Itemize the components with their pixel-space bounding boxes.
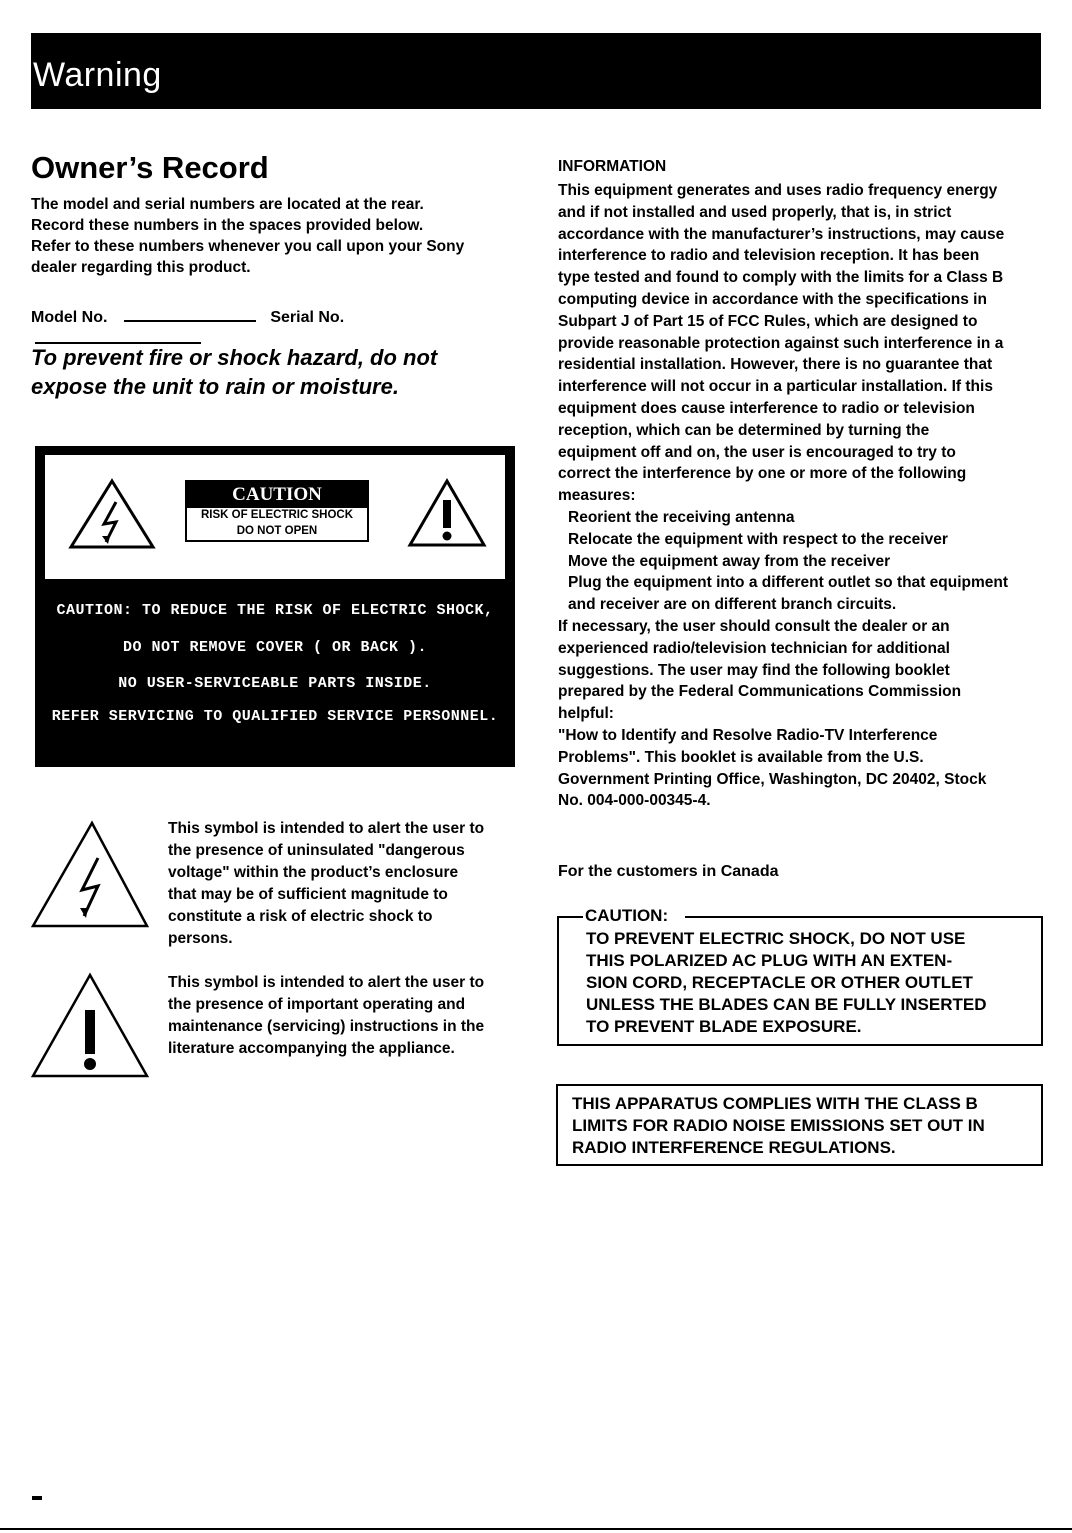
model-number-field[interactable]	[124, 306, 256, 322]
explanation-line: constitute a risk of electric shock to	[168, 908, 433, 925]
owners-record-line: Refer to these numbers whenever you call upon your Sony	[31, 238, 465, 255]
lightning-warning-icon	[30, 820, 150, 930]
explanation-line: persons.	[168, 930, 233, 947]
info-line: equipment off and on, the user is encouraged to try to	[558, 443, 956, 461]
serial-label: Serial No.	[270, 309, 345, 326]
caution-line: DO NOT REMOVE COVER ( OR BACK ).	[122, 639, 428, 656]
model-label: Model No.	[31, 309, 108, 326]
info-line: Subpart J of Part 15 of FCC Rules, which are designed to	[558, 312, 978, 330]
explanation-line: the presence of important operating and	[168, 996, 466, 1013]
info-line: interference to radio and television reception. It has been	[558, 247, 980, 265]
fire-warning-line: expose the unit to rain or moisture.	[31, 374, 399, 399]
class-b-line: LIMITS FOR RADIO NOISE EMISSIONS SET OUT IN	[572, 1116, 985, 1135]
caution-line: CAUTION: TO REDUCE THE RISK OF ELECTRIC SHOCK,	[56, 602, 494, 619]
fire-hazard-warning	[31, 343, 511, 401]
information-body	[558, 180, 1038, 812]
page-title: Warning	[33, 56, 162, 94]
explanation-line: voltage" within the product’s enclosure	[168, 864, 459, 881]
canada-box-top-rule	[685, 916, 1043, 918]
caution-line: REFER SERVICING TO QUALIFIED SERVICE PERSONNEL.	[51, 708, 499, 725]
info-line: and if not installed and used properly, that is, in strict	[558, 203, 952, 221]
explanation-line: maintenance (servicing) instructions in the	[168, 1018, 485, 1035]
info-line: computing device in accordance with the specifications in	[558, 290, 987, 308]
info-line: equipment does cause interference to radio or television	[558, 399, 975, 417]
caution-label-risk: RISK OF ELECTRIC SHOCK	[200, 509, 354, 521]
canada-caution-text	[586, 928, 1036, 1038]
info-line: helpful:	[558, 705, 614, 723]
header-bar	[31, 33, 1041, 109]
measure-item: Relocate the equipment with respect to the receiver	[568, 530, 948, 548]
measure-item: Reorient the receiving antenna	[568, 508, 795, 526]
explanation-line: This symbol is intended to alert the user to	[168, 974, 485, 991]
info-line: This equipment generates and uses radio frequency energy	[558, 182, 998, 199]
explanation-line: literature accompanying the appliance.	[168, 1040, 455, 1057]
lightning-symbol-explanation	[168, 818, 518, 950]
info-line: residential installation. However, there is no guarantee that	[558, 356, 993, 374]
owners-record-title: Owner’s Record	[31, 150, 269, 185]
page-number-mark	[32, 1496, 42, 1500]
caution-line: NO USER-SERVICEABLE PARTS INSIDE.	[118, 675, 432, 692]
measure-item: Move the equipment away from the receiver	[568, 552, 891, 570]
info-line: measures:	[558, 487, 636, 505]
canada-caution-line: THIS POLARIZED AC PLUG WITH AN EXTEN-	[586, 951, 953, 970]
information-title: INFORMATION	[558, 158, 667, 175]
bottom-rule	[0, 1528, 1072, 1530]
fire-warning-line: To prevent fire or shock hazard, do not	[31, 345, 438, 370]
exclamation-warning-icon	[407, 478, 487, 548]
info-line: suggestions. The user may find the following booklet	[558, 661, 950, 679]
explanation-line: This symbol is intended to alert the user to	[168, 820, 485, 837]
canada-title: For the customers in Canada	[558, 863, 779, 880]
caution-label-do-not-open: DO NOT OPEN	[236, 525, 318, 537]
owners-record-text	[31, 194, 511, 278]
owners-record-line: Record these numbers in the spaces provided below.	[31, 217, 424, 234]
serial-number-field[interactable]	[35, 328, 201, 344]
canada-caution-line: TO PREVENT ELECTRIC SHOCK, DO NOT USE	[586, 929, 966, 948]
exclamation-symbol-explanation	[168, 972, 518, 1060]
canada-caution-caption: CAUTION:	[585, 906, 669, 925]
canada-caution-line: TO PREVENT BLADE EXPOSURE.	[586, 1017, 862, 1036]
canada-box-top-rule	[557, 916, 583, 918]
canada-caution-line: SION CORD, RECEPTACLE OR OTHER OUTLET	[586, 973, 973, 992]
info-line: "How to Identify and Resolve Radio-TV Interference	[558, 726, 938, 744]
class-b-line: THIS APPARATUS COMPLIES WITH THE CLASS B	[572, 1094, 978, 1113]
info-line: Government Printing Office, Washington, DC 20402, Stock	[558, 770, 987, 788]
info-line: Problems". This booklet is available from the U.S.	[558, 748, 924, 766]
info-line: reception, which can be determined by turning the	[558, 421, 930, 439]
canada-caution-line: UNLESS THE BLADES CAN BE FULLY INSERTED	[586, 995, 987, 1014]
explanation-line: the presence of uninsulated "dangerous	[168, 842, 465, 859]
info-line: provide reasonable protection against such interference in a	[558, 334, 1004, 352]
info-line: accordance with the manufacturer’s instructions, may cause	[558, 225, 1005, 243]
owners-record-line: The model and serial numbers are located at the rear.	[31, 196, 424, 213]
info-line: experienced radio/television technician for additional	[558, 639, 950, 657]
measure-item: and receiver are on different branch circuits.	[568, 596, 897, 614]
explanation-line: that may be of sufficient magnitude to	[168, 886, 448, 903]
class-b-line: RADIO INTERFERENCE REGULATIONS.	[572, 1138, 896, 1157]
exclamation-warning-icon	[30, 972, 150, 1080]
info-line: No. 004-000-00345-4.	[558, 792, 711, 810]
caution-label-heading: CAUTION	[187, 482, 367, 508]
info-line: If necessary, the user should consult the dealer or an	[558, 617, 950, 635]
info-line: prepared by the Federal Communications Commission	[558, 683, 962, 701]
class-b-notice-text	[572, 1093, 1034, 1159]
info-line: correct the interference by one or more of the following	[558, 465, 967, 483]
info-line: type tested and found to comply with the limits for a Class B	[558, 269, 1004, 287]
lightning-warning-icon	[68, 478, 156, 550]
measure-item: Plug the equipment into a different outlet so that equipment	[568, 574, 1009, 592]
info-line: interference will not occur in a particular installation. If this	[558, 378, 993, 396]
owners-record-line: dealer regarding this product.	[31, 259, 251, 276]
